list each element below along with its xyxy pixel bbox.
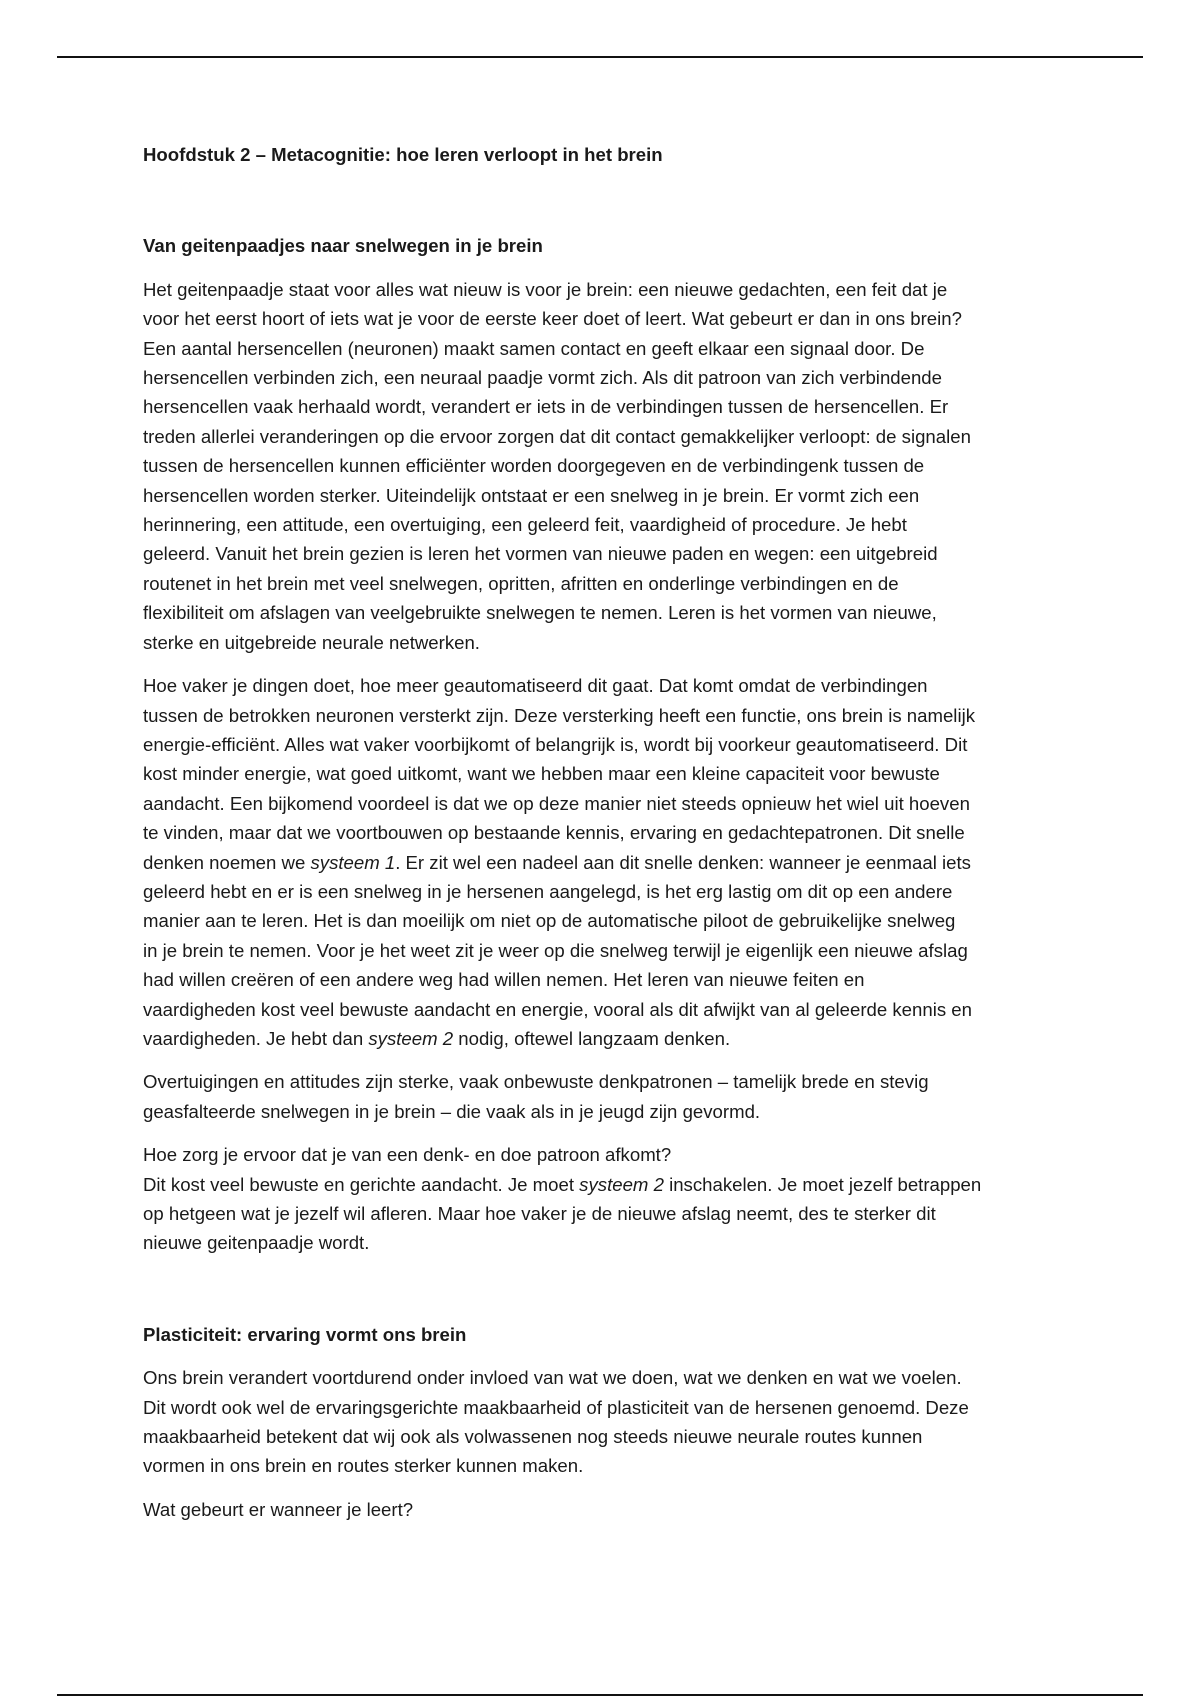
emphasis-systeem-2: systeem 2 [579, 1173, 664, 1195]
paragraph-line: tussen de betrokken neuronen versterkt zijn. Deze versterking heeft een functie, ons brein is namelijk [143, 704, 975, 726]
paragraph-line [143, 1170, 1063, 1199]
chapter-title: Hoofdstuk 2 – Metacognitie: hoe leren verloopt in het brein [143, 144, 663, 165]
paragraph-line: routenet in het brein met veel snelwegen, opritten, afritten en onderlinge verbindingen en de [143, 572, 899, 594]
paragraph-line: herinnering, een attitude, een overtuiging, een geleerd feit, vaardigheid of procedure. Je hebt [143, 514, 907, 536]
footer-rule [57, 1694, 1143, 1696]
paragraph-line: op hetgeen wat je jezelf wil afleren. Maar hoe vaker je de nieuwe afslag neemt, des te sterker dit [143, 1203, 936, 1224]
document-body [143, 140, 1063, 1524]
paragraph-afleren [143, 1140, 1063, 1258]
paragraph-line: flexibiliteit om afslagen van veelgebruikte snelwegen te nemen. Leren is het vormen van nieuwe, [143, 602, 937, 624]
paragraph-plasticiteit [143, 1363, 1063, 1481]
paragraph-line: Het geitenpaadje staat voor alles wat nieuw is voor je brein: een nieuwe gedachten, een feit dat je [143, 278, 948, 300]
paragraph-line: Dit wordt ook wel de ervaringsgerichte maakbaarheid of plasticiteit van de hersenen genoemd. Deze [143, 1396, 969, 1418]
paragraph-line: geasfalteerde snelwegen in je brein – die vaak als in je jeugd zijn gevormd. [143, 1100, 761, 1122]
paragraph-line: sterke en uitgebreide neurale netwerken. [143, 631, 480, 653]
paragraph-line: tussen de hersencellen kunnen efficiënter worden doorgegeven en de verbindingenk tussen de [143, 455, 925, 477]
paragraph-line: maakbaarheid betekent dat wij ook als volwassenen nog steeds nieuwe neurale routes kunnen [143, 1426, 923, 1448]
paragraph-line: manier aan te leren. Het is dan moeilijk om niet op de automatische piloot de gebruikelijke snelweg [143, 910, 956, 932]
paragraph-line: Hoe zorg je ervoor dat je van een denk- en doe patroon afkomt? [143, 1144, 672, 1166]
paragraph-line: geleerd. Vanuit het brein gezien is leren het vormen van nieuwe paden en wegen: een uitgebreid [143, 543, 938, 565]
paragraph-line: hersencellen vaak herhaald wordt, verandert er iets in de verbindingen tussen de hersencellen. Er [143, 396, 949, 418]
paragraph-line [143, 848, 1063, 877]
paragraph-line: hersencellen verbinden zich, een neuraal paadje vormt zich. Als dit patroon van zich verbindende [143, 367, 942, 389]
text-run: Dit kost veel bewuste en gerichte aandacht. Je moet [143, 1173, 580, 1195]
header-rule [57, 56, 1143, 58]
paragraph-line: Een aantal hersencellen (neuronen) maakt samen contact en geeft elkaar een signaal door. De [143, 337, 925, 359]
paragraph-line: vormen in ons brein en routes sterker kunnen maken. [143, 1455, 584, 1477]
paragraph-line: Hoe vaker je dingen doet, hoe meer geautomatiseerd dit gaat. Dat komt omdat de verbindingen [143, 675, 928, 697]
paragraph-line: in je brein te nemen. Voor je het weet zit je weer op die snelweg terwijl je eigenlijk een nieuwe afslag [143, 939, 968, 961]
paragraph-line: had willen creëren of een andere weg had willen nemen. Het leren van nieuwe feiten en [143, 969, 865, 991]
paragraph-line: hersencellen worden sterker. Uiteindelijk ontstaat er een snelweg in je brein. Er vormt zich een [143, 484, 920, 506]
section-heading-plasticiteit: Plasticiteit: ervaring vormt ons brein [143, 1323, 467, 1345]
paragraph-line: energie-efficiënt. Alles wat vaker voorbijkomt of belangrijk is, wordt bij voorkeur geautomatiseerd. Dit [143, 733, 968, 755]
paragraph-line: Ons brein verandert voortdurend onder invloed van wat we doen, wat we denken en wat we voelen. [143, 1367, 962, 1389]
paragraph-line: voor het eerst hoort of iets wat je voor de eerste keer doet of leert. Wat gebeurt er dan in ons brein? [143, 308, 962, 330]
paragraph-line: Overtuigingen en attitudes zijn sterke, vaak onbewuste denkpatronen – tamelijk brede en stevig [143, 1071, 929, 1093]
emphasis-systeem-2: systeem 2 [368, 1027, 454, 1049]
paragraph-line: nieuwe geitenpaadje wordt. [143, 1232, 370, 1254]
paragraph-overtuigingen [143, 1067, 1063, 1126]
text-run: . Er zit wel een nadeel aan dit snelle denken: wanneer je eenmaal iets [395, 851, 971, 873]
paragraph-line: geleerd hebt en er is een snelweg in je hersenen aangelegd, is het erg lastig om dit op een andere [143, 880, 953, 902]
paragraph-line [143, 1024, 1063, 1053]
text-run: vaardigheden. Je hebt dan [143, 1027, 369, 1049]
paragraph-geitenpaadje [143, 275, 1063, 657]
emphasis-systeem-1: systeem 1 [310, 851, 396, 873]
paragraph-automatisering [143, 671, 1063, 1053]
paragraph-line: aandacht. Een bijkomend voordeel is dat we op deze manier niet steeds opnieuw het wiel uit hoeven [143, 792, 970, 814]
paragraph-line: treden allerlei veranderingen op die ervoor zorgen dat dit contact gemakkelijker verloopt: de signalen [143, 425, 971, 447]
section-heading-geitenpaadjes: Van geitenpaadjes naar snelwegen in je brein [143, 235, 543, 257]
paragraph-line: te vinden, maar dat we voortbouwen op bestaande kennis, ervaring en gedachtepatronen. Dit snelle [143, 822, 965, 844]
paragraph-line: kost minder energie, wat goed uitkomt, want we hebben maar een kleine capaciteit voor bewuste [143, 763, 940, 785]
text-run: nodig, oftewel langzaam denken. [453, 1027, 731, 1049]
text-run: inschakelen. Je moet jezelf betrappen [663, 1173, 982, 1195]
paragraph-question: Wat gebeurt er wanneer je leert? [143, 1498, 414, 1520]
paragraph-line: vaardigheden kost veel bewuste aandacht en energie, vooral als dit afwijkt van al geleerde kennis en [143, 998, 972, 1020]
text-run: denken noemen we [143, 851, 311, 873]
